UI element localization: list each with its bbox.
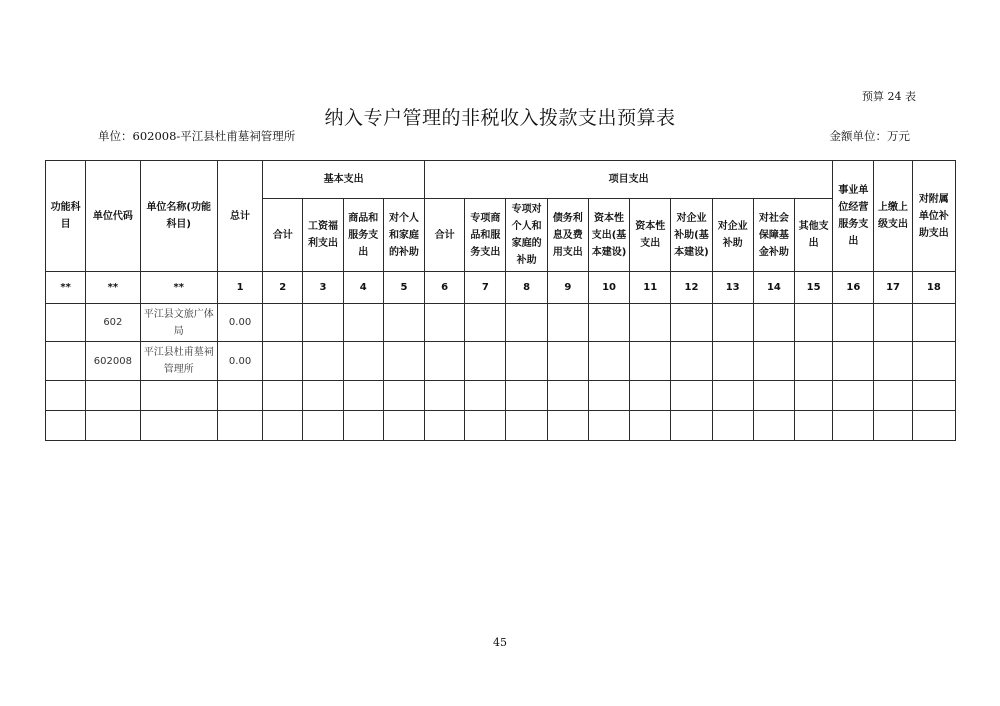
page-number: 45 — [493, 636, 507, 649]
header-debt-interest: 债务利息及费用支出 — [547, 199, 588, 272]
index-cell: 12 — [671, 272, 712, 304]
header-social-security-subsidy: 对社会保障基金补助 — [753, 199, 794, 272]
table-row-empty — [46, 411, 956, 441]
header-special-goods-services: 专项商品和服务支出 — [465, 199, 506, 272]
index-cell: 8 — [506, 272, 547, 304]
unit-label: 单位：602008-平江县杜甫墓祠管理所 — [98, 129, 296, 143]
total-cell: 0.00 — [217, 304, 262, 342]
func-subject-cell — [46, 342, 86, 381]
index-cell: 4 — [343, 272, 383, 304]
header-capital-construction: 资本性支出(基本建设) — [588, 199, 629, 272]
unit-code-cell: 602008 — [86, 342, 140, 381]
header-special-personal-subsidy: 专项对个人和家庭的补助 — [506, 199, 547, 272]
page-title: 纳入专户管理的非税收入拨款支出预算表 — [324, 107, 676, 129]
index-cell: 9 — [547, 272, 588, 304]
index-cell: 5 — [383, 272, 424, 304]
index-cell: 14 — [753, 272, 794, 304]
unit-name-cell: 平江县杜甫墓祠管理所 — [140, 342, 217, 381]
header-wages-welfare: 工资福利支出 — [303, 199, 343, 272]
header-unit-name: 单位名称(功能科目) — [140, 161, 217, 272]
index-cell: ** — [140, 272, 217, 304]
index-cell: 6 — [425, 272, 465, 304]
amount-unit-label: 金额单位：万元 — [829, 129, 910, 143]
index-cell: 17 — [874, 272, 912, 304]
index-cell: 15 — [795, 272, 833, 304]
index-cell: 16 — [833, 272, 874, 304]
header-total: 总计 — [217, 161, 262, 272]
index-cell: ** — [86, 272, 140, 304]
header-upstream-payment: 上缴上级支出 — [874, 161, 912, 272]
header-project-expenditure: 项目支出 — [425, 161, 833, 199]
header-func-subject: 功能科目 — [46, 161, 86, 272]
index-cell: 13 — [712, 272, 753, 304]
index-cell: ** — [46, 272, 86, 304]
total-cell: 0.00 — [217, 342, 262, 381]
header-basic-expenditure: 基本支出 — [263, 161, 425, 199]
index-cell: 7 — [465, 272, 506, 304]
header-capital-expenditure: 资本性支出 — [630, 199, 671, 272]
header-basic-subtotal: 合计 — [263, 199, 303, 272]
header-goods-services: 商品和服务支出 — [343, 199, 383, 272]
header-unit-code: 单位代码 — [86, 161, 140, 272]
header-enterprise-subsidy: 对企业补助 — [712, 199, 753, 272]
header-project-subtotal: 合计 — [425, 199, 465, 272]
index-cell: 10 — [588, 272, 629, 304]
header-other-expenditure: 其他支出 — [795, 199, 833, 272]
unit-code-cell: 602 — [86, 304, 140, 342]
func-subject-cell — [46, 304, 86, 342]
index-cell: 18 — [912, 272, 955, 304]
index-row — [46, 272, 956, 304]
header-service-expenditure: 事业单位经营服务支出 — [833, 161, 874, 272]
header-subsidiary-subsidy: 对附属单位补助支出 — [912, 161, 955, 272]
header-enterprise-subsidy-construction: 对企业补助(基本建设) — [671, 199, 712, 272]
form-number: 预算 24 表 — [862, 90, 916, 103]
unit-name-cell: 平江县文旅广体局 — [140, 304, 217, 342]
header-row-1 — [46, 161, 956, 199]
table-row — [46, 342, 956, 381]
header-personal-subsidy: 对个人和家庭的补助 — [383, 199, 424, 272]
index-cell: 1 — [217, 272, 262, 304]
index-cell: 3 — [303, 272, 343, 304]
table-row — [46, 304, 956, 342]
table-row-empty — [46, 381, 956, 411]
index-cell: 11 — [630, 272, 671, 304]
index-cell: 2 — [263, 272, 303, 304]
budget-table — [45, 160, 956, 441]
